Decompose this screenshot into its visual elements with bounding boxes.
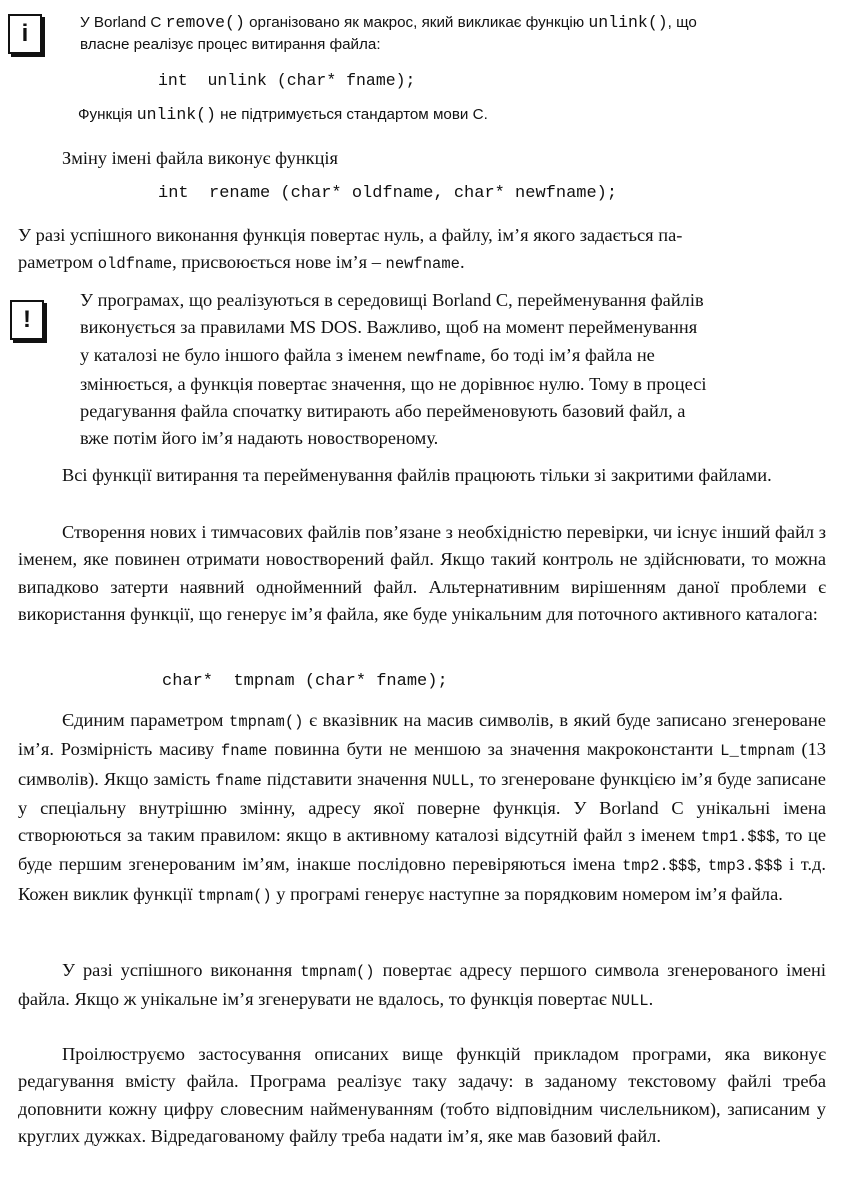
- info-line-2: власне реалізує процес витирання файла:: [80, 36, 381, 53]
- info-line-3: Функція unlink() не підтримується стандартом мови C.: [78, 105, 488, 124]
- info-note-text: [80, 12, 830, 126]
- rename-intro: Зміну імені файла виконує функція: [62, 148, 339, 168]
- info-code: int unlink (char* fname);: [158, 71, 416, 90]
- info-icon: i: [8, 14, 42, 54]
- rename-code: int rename (char* oldfname, char* newfname);: [158, 184, 618, 203]
- closed-files-paragraph: Всі функції витирання та перейменування файлів працюють тільки зі закритими файлами.: [62, 465, 772, 485]
- warning-note-text: У програмах, що реалізуються в середовищі Borland C, перейменування файлів виконується за правилами MS DOS. Важливо, щоб на момент перейменування у каталозі не було іншого файла з іменем newfname, бо тоді ім’я файла не змінюється, а функція повертає значення, що не дорівнює нулю. Тому в процесі редагування файла спочатку витирають або перейменовують базовий файл, а вже потім його ім’я надають новоствореному.: [80, 290, 707, 449]
- create-files-paragraph: Створення нових і тимчасових файлів пов’язане з необхідністю перевірки, чи існує інший файл з іменем, яке повинен отримати новостворений файл. Якщо такий контроль не здійснювати, то можна випадково затерти наявний однойменний файл. Альтернативним вирішенням даної проблеми є використання функції, що генерує ім’я файла, яке буде унікальним для поточного активного каталога:: [18, 522, 826, 624]
- example-paragraph: Проілюструємо застосування описаних вище функцій прикладом програми, яка виконує редагування вмісту файла. Програма реалізує таку задачу: в заданому текстовому файлі треба доповнити кожну цифру словесним найменуванням (тобто відповідним числельником), записаним у круглих дужках. Відредагованому файлу треба надати ім’я, яке мав базовий файл.: [18, 1044, 826, 1146]
- info-line-1: У Borland C remove() організовано як макрос, який викликає функцію unlink(), що: [80, 13, 697, 32]
- tmpnam-paragraph: Єдиним параметром tmpnam() є вказівник на масив символів, в який буде записано згенероване ім’я. Розмірність масиву fname повинна бути не меншою за значення макроконстанти L_tmpnam (13 символів). Якщо замість fname підставити значення NULL, то згенероване функцією ім’я буде записане у спеціальну внутрішню змінну, адресу якої поверне функція. У Borland C унікальні імена створюються за таким правилом: якщо в активному каталозі відсутній файл з іменем tmp1.$$$, то це буде першим згенерованим ім’ям, інакше послідовно перевіряються імена tmp2.$$$, tmp3.$$$ і т.д. Кожен виклик функції tmpnam() у програмі генерує наступне за порядковим номером ім’я файла.: [18, 710, 826, 905]
- rename-result-paragraph: У разі успішного виконання функція повертає нуль, а файлу, ім’я якого задається па- раметром oldfname, присвоюється нове ім’я – newfname.: [18, 225, 683, 274]
- tmpnam-success-paragraph: У разі успішного виконання tmpnam() повертає адресу першого символа згенерованого імені файла. Якщо ж унікальне ім’я згенерувати не вдалось, то функція повертає NULL.: [18, 960, 826, 1011]
- exclamation-icon: !: [10, 300, 44, 340]
- tmpnam-code: char* tmpnam (char* fname);: [162, 672, 448, 691]
